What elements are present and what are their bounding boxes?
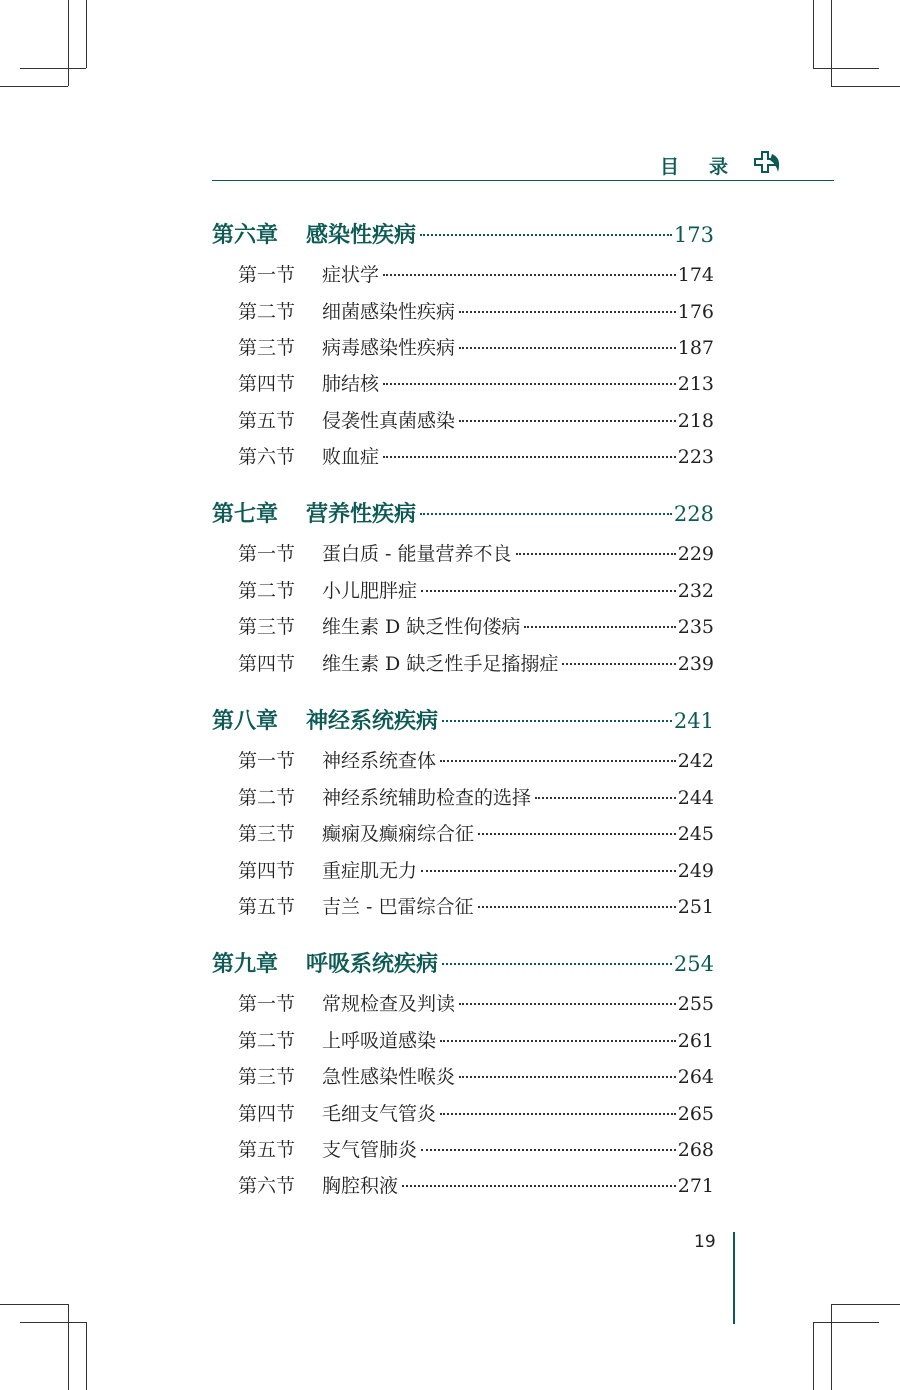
section-page: 255 [677,993,714,1015]
crop-mark [813,0,814,68]
section-label: 第二节 [238,787,296,809]
leader-dots [440,1113,676,1115]
chapter-label: 第七章 [212,502,279,527]
toc-section[interactable] [238,1026,714,1053]
section-title: 败血症 [322,446,380,468]
leader-dots [478,906,676,908]
toc-section[interactable] [238,612,714,639]
leader-dots [459,1003,676,1005]
page-number: 19 [694,1232,716,1252]
section-page: 213 [677,373,714,395]
section-page: 229 [677,543,714,565]
section-title: 癫痫及癫痫综合征 [322,823,475,845]
leader-dots [402,1185,676,1187]
chapter-title: 感染性疾病 [306,223,417,248]
crop-mark [813,1322,814,1390]
leader-dots [421,590,676,592]
chapter-page: 228 [673,502,714,526]
crop-mark [831,1304,900,1305]
page-header-title [660,152,730,179]
toc-section[interactable] [238,783,714,810]
section-page: 176 [677,301,714,323]
section-label: 第一节 [238,750,296,772]
section-title: 支气管肺炎 [322,1139,418,1161]
section-page: 268 [677,1139,714,1161]
medical-cross-logo-icon [752,148,786,176]
toc-chapter-6[interactable] [212,218,714,249]
leader-dots [478,833,676,835]
section-title: 吉兰 - 巴雷综合征 [322,896,474,918]
toc-section[interactable] [238,406,714,433]
section-page: 264 [677,1066,714,1088]
section-label: 第一节 [238,543,296,565]
toc-section[interactable] [238,989,714,1016]
chapter-page: 173 [673,223,714,247]
section-label: 第一节 [238,993,296,1015]
section-title: 肺结核 [322,373,380,395]
header-title-part2: 录 [708,156,730,178]
section-label: 第六节 [238,446,296,468]
crop-mark [20,1322,86,1323]
section-label: 第三节 [238,1066,296,1088]
section-page: 187 [677,337,714,359]
section-title: 重症肌无力 [322,860,418,882]
toc-section[interactable] [238,892,714,919]
section-label: 第三节 [238,616,296,638]
crop-mark [0,1304,68,1305]
leader-dots [420,234,672,236]
chapter-label: 第六章 [212,223,279,248]
section-page: 261 [677,1030,714,1052]
section-page: 232 [677,580,714,602]
crop-mark [831,86,900,87]
section-page: 235 [677,616,714,638]
toc-chapter-8[interactable] [212,704,714,735]
section-label: 第二节 [238,1030,296,1052]
leader-dots [383,456,676,458]
section-title: 维生素 D 缺乏性佝偻病 [322,616,521,638]
chapter-page: 254 [673,952,714,976]
section-label: 第二节 [238,580,296,602]
crop-mark [86,0,87,68]
toc-section[interactable] [238,746,714,773]
section-page: 271 [677,1175,714,1197]
section-page: 218 [677,410,714,432]
header-title-part1: 目 [659,156,681,178]
section-title: 神经系统辅助检查的选择 [322,787,532,809]
section-title: 胸腔积液 [322,1175,399,1197]
crop-mark [831,0,832,86]
crop-mark [68,0,69,86]
chapter-title: 神经系统疾病 [306,709,439,734]
leader-dots [459,311,676,313]
leader-dots [524,626,675,628]
toc-chapter-7[interactable] [212,497,714,528]
toc-section[interactable] [238,1099,714,1126]
toc-section[interactable] [238,1135,714,1162]
leader-dots [440,760,676,762]
section-title: 症状学 [322,264,380,286]
leader-dots [440,1040,676,1042]
section-page: 249 [677,860,714,882]
section-page: 251 [677,896,714,918]
leader-dots [535,797,676,799]
crop-mark [86,1322,87,1390]
section-label: 第四节 [238,1103,296,1125]
section-title: 常规检查及判读 [322,993,456,1015]
header-rule [212,180,834,181]
crop-mark [0,86,68,87]
leader-dots [442,963,672,965]
toc-section[interactable] [238,819,714,846]
section-page: 239 [677,653,714,675]
crop-mark [813,1322,879,1323]
section-label: 第三节 [238,337,296,359]
section-page: 174 [677,264,714,286]
section-label: 第六节 [238,1175,296,1197]
crop-mark [831,1304,832,1390]
toc-section[interactable] [238,1062,714,1089]
toc-section[interactable] [238,1171,714,1198]
toc-section[interactable] [238,539,714,566]
chapter-label: 第九章 [212,952,279,977]
leader-dots [383,274,676,276]
section-page: 244 [677,787,714,809]
section-page: 223 [677,446,714,468]
section-title: 急性感染性喉炎 [322,1066,456,1088]
section-title: 毛细支气管炎 [322,1103,437,1125]
chapter-label: 第八章 [212,709,279,734]
section-label: 第三节 [238,823,296,845]
section-label: 第五节 [238,896,296,918]
section-title: 上呼吸道感染 [322,1030,437,1052]
leader-dots [459,420,676,422]
section-title: 神经系统查体 [322,750,437,772]
toc-chapter-9[interactable] [212,947,714,978]
section-label: 第一节 [238,264,296,286]
toc-section[interactable] [238,333,714,360]
section-title: 维生素 D 缺乏性手足搐搦症 [322,653,559,675]
section-label: 第五节 [238,410,296,432]
chapter-page: 241 [673,709,714,733]
section-title: 侵袭性真菌感染 [322,410,456,432]
leader-dots [442,720,672,722]
section-title: 病毒感染性疾病 [322,337,456,359]
section-label: 第四节 [238,373,296,395]
section-title: 细菌感染性疾病 [322,301,456,323]
leader-dots [562,663,675,665]
crop-mark [68,1304,69,1390]
toc-section[interactable] [238,442,714,469]
leader-dots [420,513,672,515]
leader-dots [459,347,676,349]
toc-section[interactable] [238,576,714,603]
section-page: 242 [677,750,714,772]
toc-section[interactable] [238,369,714,396]
crop-mark [813,68,879,69]
section-label: 第二节 [238,301,296,323]
toc-section[interactable] [238,856,714,883]
page-number-bar [733,1232,735,1324]
leader-dots [459,1076,676,1078]
section-page: 245 [677,823,714,845]
section-title: 小儿肥胖症 [322,580,418,602]
toc-section[interactable] [238,649,714,676]
leader-dots [516,553,676,555]
leader-dots [383,383,676,385]
chapter-title: 呼吸系统疾病 [306,952,439,977]
section-page: 265 [677,1103,714,1125]
leader-dots [421,870,676,872]
toc-section[interactable] [238,260,714,287]
crop-mark [20,68,86,69]
leader-dots [421,1149,676,1151]
section-label: 第四节 [238,653,296,675]
section-label: 第四节 [238,860,296,882]
section-label: 第五节 [238,1139,296,1161]
section-title: 蛋白质 - 能量营养不良 [322,543,512,565]
toc-section[interactable] [238,297,714,324]
chapter-title: 营养性疾病 [306,502,417,527]
